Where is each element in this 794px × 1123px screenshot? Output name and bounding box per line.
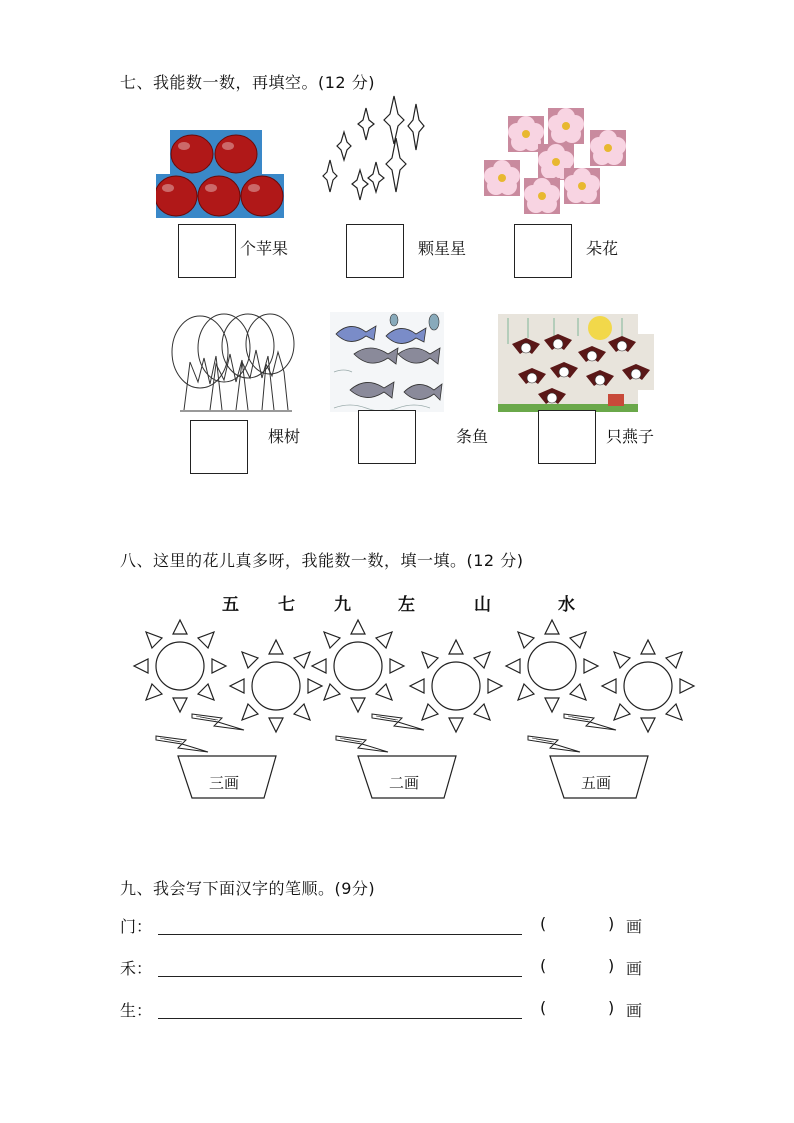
paren-close: ) <box>608 956 615 975</box>
tree-icon <box>172 314 294 411</box>
answer-box-stars[interactable] <box>346 224 404 278</box>
answer-box-trees[interactable] <box>190 420 248 474</box>
label-apples: 个苹果 <box>240 239 289 258</box>
stroke-char-label: 生： <box>120 1001 153 1020</box>
character-wu: 五 <box>222 595 239 615</box>
pot-label-2: 二画 <box>388 774 419 792</box>
answer-box-swallows[interactable] <box>538 410 596 464</box>
paren-open: ( <box>540 998 547 1017</box>
label-stars: 颗星星 <box>418 239 467 258</box>
stroke-answer-line[interactable] <box>158 1018 522 1019</box>
character-qi: 七 <box>278 595 295 615</box>
label-trees: 棵树 <box>268 427 301 446</box>
flower-icon <box>484 108 626 214</box>
section7-title: 七、我能数一数，再填空。(12 分) <box>120 73 375 92</box>
character-zuo: 左 <box>398 595 415 615</box>
stroke-unit: 画 <box>626 959 643 978</box>
pot-label-1: 三画 <box>208 774 239 792</box>
fish-picture <box>330 312 444 412</box>
stem-bolt-icon <box>156 714 616 752</box>
stroke-unit: 画 <box>626 1001 643 1020</box>
label-fish: 条鱼 <box>456 427 489 446</box>
stroke-answer-line[interactable] <box>158 976 522 977</box>
answer-box-apples[interactable] <box>178 224 236 278</box>
paren-close: ) <box>608 914 615 933</box>
trees-picture <box>170 312 298 414</box>
stars-picture <box>318 92 430 212</box>
character-shan: 山 <box>474 595 491 615</box>
stroke-char-label: 门： <box>120 917 153 936</box>
answer-box-flowers[interactable] <box>514 224 572 278</box>
section8-title: 八、这里的花儿真多呀，我能数一数，填一填。(12 分) <box>120 551 524 570</box>
section9-title: 九、我会写下面汉字的笔顺。(9分) <box>120 879 376 898</box>
paren-open: ( <box>540 914 547 933</box>
paren-open: ( <box>540 956 547 975</box>
stroke-row-sheng <box>120 998 660 1022</box>
label-swallows: 只燕子 <box>606 427 655 446</box>
pot-label-3: 五画 <box>580 774 611 792</box>
paren-close: ) <box>608 998 615 1017</box>
stroke-row-he <box>120 956 660 980</box>
star-icon <box>323 96 424 200</box>
stroke-unit: 画 <box>626 917 643 936</box>
swallows-picture <box>498 314 654 412</box>
stroke-char-label: 禾： <box>120 959 153 978</box>
stroke-row-men <box>120 914 660 938</box>
apples-picture <box>156 128 286 218</box>
character-jiu: 九 <box>334 595 351 615</box>
character-shui: 水 <box>558 595 575 615</box>
stroke-answer-line[interactable] <box>158 934 522 935</box>
flower-sun-icon <box>134 620 694 732</box>
answer-box-fish[interactable] <box>358 410 416 464</box>
flowers-picture <box>482 108 630 216</box>
label-flowers: 朵花 <box>586 239 619 258</box>
